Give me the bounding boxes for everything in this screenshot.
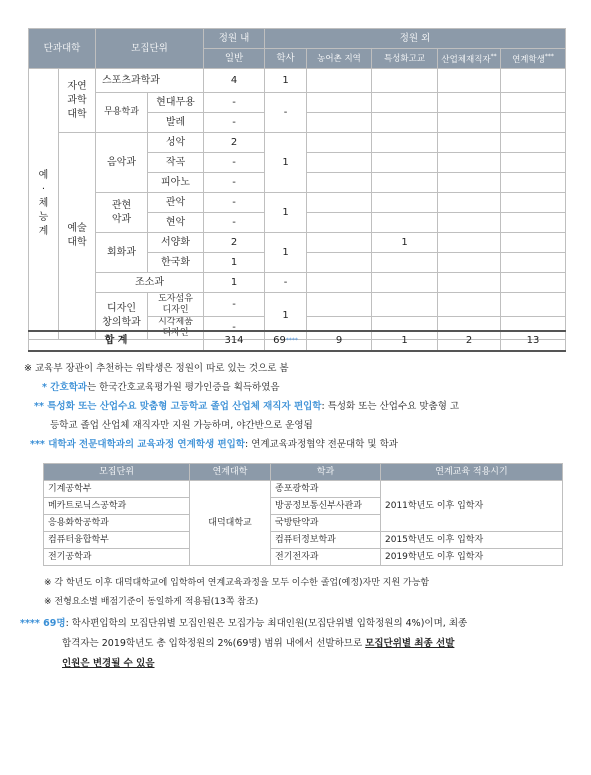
note-industry-workers: ** 특성화 또는 산업수요 맞춤형 고등학교 졸업 산업체 재직자 편입학: 특성화 또는 산업수요 맞춤형 고 xyxy=(34,401,460,412)
sculpture-general: 1 xyxy=(204,273,265,293)
quota-change-emphasis: 모집단위별 최종 선발 xyxy=(365,638,455,649)
admission-quota-table xyxy=(28,28,566,340)
sports-general: 4 xyxy=(204,69,265,93)
linked-mark: *** xyxy=(544,53,554,61)
unit-string: 현악 xyxy=(148,213,204,233)
unit-painting: 회화과 xyxy=(96,233,148,273)
music-bachelor: 1 xyxy=(265,133,307,193)
sub-unit: 기계공학부 xyxy=(44,481,190,498)
sub-footnotes xyxy=(20,577,575,607)
header-college: 단과대학 xyxy=(29,29,96,69)
total-row-table xyxy=(28,330,566,352)
ballet-general: - xyxy=(204,113,265,133)
dance-bachelor: - xyxy=(265,93,307,133)
sub-note-scoring: ※ 전형요소별 배점기준이 동일하게 적용됨(13쪽 참조) xyxy=(44,597,259,607)
sub-dept: 국방탄약과 xyxy=(271,515,381,532)
total-label: 합 계 xyxy=(29,331,204,351)
header-unit: 모집단위 xyxy=(96,29,204,69)
sports-bachelor: 1 xyxy=(265,69,307,93)
sub-dept: 전기전자과 xyxy=(271,549,381,566)
note-trust-students: ※ 교육부 장관이 추천하는 위탁생은 정원이 따로 있는 것으로 봄 xyxy=(24,363,289,374)
unit-sculpture: 조소과 xyxy=(96,273,204,293)
sub-unit: 메카트로닉스공학과 xyxy=(44,498,190,515)
painting-bachelor: 1 xyxy=(265,233,307,273)
unit-western: 서양화 xyxy=(148,233,204,253)
header-rural: 농어촌 지역 xyxy=(307,49,372,69)
bachelor-quota-mark: **** 69명 xyxy=(20,618,66,629)
unit-sports: 스포츠과학과 xyxy=(96,69,204,93)
sub-header-period: 연계교육 적용시기 xyxy=(381,464,563,481)
sub-header-dept: 학과 xyxy=(271,464,381,481)
sub-period-2019: 2019학년도 이후 입학자 xyxy=(381,549,563,566)
unit-piano: 피아노 xyxy=(148,173,204,193)
korean-general: 1 xyxy=(204,253,265,273)
total-special-hs: 1 xyxy=(372,331,438,351)
footnotes xyxy=(20,362,575,450)
design-bachelor: 1 xyxy=(265,293,307,340)
western-general: 2 xyxy=(204,233,265,253)
sub-header-unit: 모집단위 xyxy=(44,464,190,481)
header-general: 일반 xyxy=(204,49,265,69)
sub-dept: 컴퓨터정보학과 xyxy=(271,532,381,549)
linked-program-table xyxy=(43,463,563,566)
college-arts: 예술 대학 xyxy=(59,133,96,340)
header-bachelor: 학사 xyxy=(265,49,307,69)
unit-korean: 한국화 xyxy=(148,253,204,273)
sub-partner-college: 대덕대학교 xyxy=(190,481,271,566)
industry-mark: ** xyxy=(490,53,497,61)
unit-textile-design: 도자섬유 디자인 xyxy=(148,293,204,317)
unit-vocal: 성악 xyxy=(148,133,204,153)
unit-modern-dance: 현대무용 xyxy=(148,93,204,113)
sub-unit: 응용화학공학과 xyxy=(44,515,190,532)
header-in-quota: 정원 내 xyxy=(204,29,265,49)
sub-header-partner: 연계대학 xyxy=(190,464,271,481)
visual-design-general: - xyxy=(204,317,265,340)
note-linked-students: *** 대학과 전문대학과의 교육과정 연계학생 편입학: 연계교육과정협약 전문대학 및 학과 xyxy=(30,439,398,450)
sub-unit: 컴퓨터융합학부 xyxy=(44,532,190,549)
bachelor-quota-note: **** 69명: 학사편입학의 모집단위별 모집인원은 모집가능 최대인원(모집단위별 입학정원의 4%)이며, 최종 합격자는 2019학년도 총 입학정원의 2%(69명) 범위 내에서 선발하므로 모집단위별 최종 선발 인원은 변경될 수 있음 xyxy=(20,618,468,669)
total-rural: 9 xyxy=(307,331,372,351)
unit-music: 음악과 xyxy=(96,133,148,193)
unit-orchestral: 관현 악과 xyxy=(96,193,148,233)
quota-change-emphasis-2: 인원은 변경될 수 있음 xyxy=(62,658,155,669)
orchestral-bachelor: 1 xyxy=(265,193,307,233)
composition-general: - xyxy=(204,153,265,173)
total-bachelor: 69**** xyxy=(265,331,307,351)
header-industry: 산업체재직자** xyxy=(438,49,501,69)
unit-composition: 작곡 xyxy=(148,153,204,173)
sub-period-2011: 2011학년도 이후 입학자 xyxy=(381,481,563,532)
unit-wind: 관악 xyxy=(148,193,204,213)
total-linked: 13 xyxy=(501,331,566,351)
vocal-general: 2 xyxy=(204,133,265,153)
piano-general: - xyxy=(204,173,265,193)
header-special-hs: 특성화고교 xyxy=(372,49,438,69)
wind-general: - xyxy=(204,193,265,213)
college-natural-science: 자연 과학 대학 xyxy=(59,69,96,133)
sub-unit: 전기공학과 xyxy=(44,549,190,566)
header-linked: 연계학생*** xyxy=(501,49,566,69)
unit-dance: 무용학과 xyxy=(96,93,148,133)
total-general: 314 xyxy=(204,331,265,351)
header-out-quota: 정원 외 xyxy=(265,29,566,49)
sub-dept: 방공정보통신부사관과 xyxy=(271,498,381,515)
painting-special-hs: 1 xyxy=(372,233,438,253)
modern-dance-general: - xyxy=(204,93,265,113)
string-general: - xyxy=(204,213,265,233)
sub-note-completion: ※ 각 학년도 이후 대덕대학교에 입학하여 연계교육과정을 모두 이수한 졸업(예정)자만 지원 가능함 xyxy=(44,578,430,588)
note-nursing: * 간호학과는 한국간호교육평가원 평가인증을 획득하였음 xyxy=(42,382,280,393)
sub-dept: 종포광학과 xyxy=(271,481,381,498)
textile-design-general: - xyxy=(204,293,265,317)
unit-design: 디자인 창의학과 xyxy=(96,293,148,340)
unit-visual-design: 시각제품 디자인 xyxy=(148,317,204,340)
sub-period-2015: 2015학년도 이후 입학자 xyxy=(381,532,563,549)
group-arts-sports: 예 · 체 능 계 xyxy=(29,69,59,340)
total-industry: 2 xyxy=(438,331,501,351)
sculpture-bachelor: - xyxy=(265,273,307,293)
unit-ballet: 발레 xyxy=(148,113,204,133)
note-industry-workers-cont: 등학교 졸업 산업체 재직자만 지원 가능하며, 야간반으로 운영됨 xyxy=(50,420,313,431)
total-bachelor-mark: **** xyxy=(285,337,298,344)
